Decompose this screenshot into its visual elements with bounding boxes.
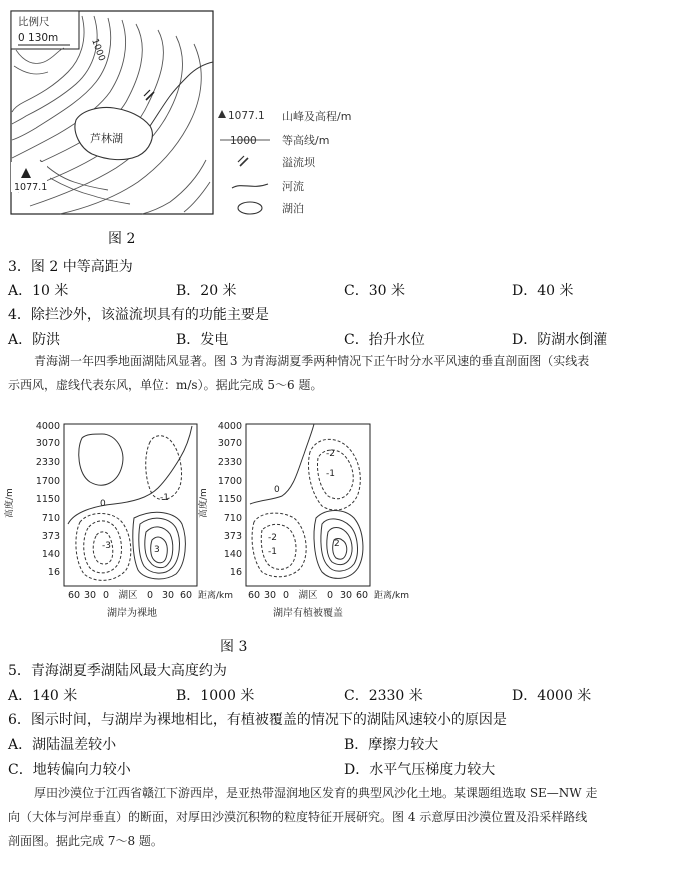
figure-2-legend — [212, 104, 382, 219]
y-tick-3: 1700 — [35, 476, 60, 487]
y-tick-4: 1150 — [35, 494, 60, 505]
q6-option-b[interactable]: B．摩擦力较大 — [344, 737, 439, 753]
x-tick-left-5: 30 — [161, 590, 175, 601]
x-tick-right-6: 60 — [355, 590, 369, 601]
q3-option-a[interactable]: A．10 米 — [8, 283, 69, 299]
q3-stem: 3．图 2 中等高距为 — [8, 259, 133, 275]
intro-5-6-line2: 示西风，虚线代表东风，单位：m/s）。据此完成 5～6 题。 — [8, 378, 323, 392]
left-contour-label-3: 3 — [154, 545, 160, 555]
legend-contour-value: 1000 — [230, 135, 257, 147]
figure-3 — [4, 414, 414, 626]
figure-2-map — [10, 10, 215, 216]
lake-label: 芦林湖 — [90, 132, 123, 145]
q4-option-c[interactable]: C．抬升水位 — [344, 332, 425, 348]
y-tick-1: 3070 — [35, 438, 60, 449]
q6-option-c[interactable]: C．地转偏向力较小 — [8, 762, 131, 778]
legend-river-icon — [232, 184, 268, 188]
x-tick-right-2: 0 — [282, 590, 290, 601]
x-tick-left-1: 30 — [83, 590, 97, 601]
q3-option-b[interactable]: B．20 米 — [176, 283, 237, 299]
y-tick-0: 4000 — [35, 421, 60, 432]
y-tick-r-0: 4000 — [217, 421, 242, 432]
intro-7-8-line1: 厚田沙漠位于江西省赣江下游西岸，是亚热带湿润地区发育的典型风沙化土地。某课题组选取 SE—NW 走 — [34, 786, 598, 800]
y-tick-5: 710 — [41, 513, 60, 524]
legend-label-dam: 溢流坝 — [282, 156, 315, 169]
q5-option-b[interactable]: B．1000 米 — [176, 688, 255, 704]
y-tick-2: 2330 — [35, 457, 60, 468]
x-unit-left: 距离/km — [198, 591, 234, 601]
x-tick-left-4: 0 — [146, 590, 154, 601]
q6-option-a[interactable]: A．湖陆温差较小 — [8, 737, 117, 753]
x-tick-left-2: 0 — [102, 590, 110, 601]
y-tick-r-1: 3070 — [217, 438, 242, 449]
right-contour-label-neg1: -1 — [326, 469, 335, 479]
y-axis-label-left: 高度/m — [5, 488, 15, 518]
x-tick-right-0: 60 — [247, 590, 261, 601]
right-contour-label-0: 0 — [274, 485, 280, 495]
x-tick-right-4: 0 — [326, 590, 334, 601]
y-tick-6: 373 — [41, 531, 60, 542]
scale-title: 比例尺 — [18, 16, 50, 28]
q6-option-d[interactable]: D．水平气压梯度力较大 — [344, 762, 496, 778]
right-contour-label-neg2: -2 — [326, 449, 335, 459]
x-unit-right: 距离/km — [374, 591, 410, 601]
q6-stem: 6．图示时间，与湖岸为裸地相比，有植被覆盖的情况下的湖陆风速较小的原因是 — [8, 712, 507, 728]
q3-option-d[interactable]: D．40 米 — [512, 283, 574, 299]
right-contour-label-neg1b: -1 — [268, 547, 277, 557]
q4-option-b[interactable]: B．发电 — [176, 332, 229, 348]
legend-label-lake: 湖泊 — [282, 202, 304, 215]
legend-label-peak: 山峰及高程/m — [282, 110, 352, 123]
x-tick-right-5: 30 — [339, 590, 353, 601]
y-axis-label-right: 高度/m — [199, 488, 209, 518]
q4-option-d[interactable]: D．防湖水倒灌 — [512, 332, 608, 348]
intro-7-8-line2: 向（大体与河岸垂直）的断面，对厚田沙漠沉积物的粒度特征开展研究。图 4 示意厚田沙漠位置及沿采样路线 — [8, 810, 588, 824]
left-contour-label-neg1: -1 — [160, 493, 169, 503]
legend-peak-icon — [218, 110, 226, 118]
y-tick-r-3: 1700 — [217, 476, 242, 487]
peak-label: 1077.1 — [14, 182, 48, 193]
intro-7-8-line3: 剖面图。据此完成 7～8 题。 — [8, 834, 163, 848]
scale-value: 0 130m — [18, 32, 59, 44]
legend-label-contour: 等高线/m — [282, 134, 330, 147]
legend-peak-value: 1077.1 — [228, 110, 265, 122]
y-tick-r-2: 2330 — [217, 457, 242, 468]
fig3-subtitle-right: 湖岸有植被覆盖 — [273, 608, 343, 619]
fig3-subtitle-left: 湖岸为裸地 — [107, 608, 157, 619]
x-tick-right-3: 湖区 — [298, 590, 318, 601]
q3-option-c[interactable]: C．30 米 — [344, 283, 405, 299]
x-tick-left-3: 湖区 — [118, 590, 138, 601]
y-tick-r-6: 373 — [223, 531, 242, 542]
q5-stem: 5．青海湖夏季湖陆风最大高度约为 — [8, 663, 227, 679]
figure-3-caption: 图 3 — [220, 639, 248, 655]
y-tick-7: 140 — [41, 549, 60, 560]
q5-option-c[interactable]: C．2330 米 — [344, 688, 423, 704]
intro-5-6-line1: 青海湖一年四季地面湖陆风显著。图 3 为青海湖夏季两种情况下正午时分水平风速的垂直剖面图（实线表 — [34, 354, 590, 368]
y-tick-r-4: 1150 — [217, 494, 242, 505]
x-tick-left-6: 60 — [179, 590, 193, 601]
q5-option-a[interactable]: A．140 米 — [8, 688, 78, 704]
y-tick-r-7: 140 — [223, 549, 242, 560]
right-contour-label-2: 2 — [334, 539, 340, 549]
y-tick-8: 16 — [47, 567, 60, 578]
left-contour-label-0: 0 — [100, 499, 106, 509]
x-tick-left-0: 60 — [67, 590, 81, 601]
figure-2-caption: 图 2 — [108, 231, 136, 247]
q5-option-d[interactable]: D．4000 米 — [512, 688, 592, 704]
contour-label-1000: 1000 — [89, 37, 107, 63]
y-tick-r-5: 710 — [223, 513, 242, 524]
x-tick-right-1: 30 — [263, 590, 277, 601]
y-tick-r-8: 16 — [229, 567, 242, 578]
right-contour-label-neg2b: -2 — [268, 533, 277, 543]
legend-label-river: 河流 — [282, 180, 304, 193]
left-contour-label-neg3: -3 — [102, 541, 111, 551]
q4-option-a[interactable]: A．防洪 — [8, 332, 61, 348]
legend-lake-icon — [238, 202, 262, 214]
q4-stem: 4．除拦沙外，该溢流坝具有的功能主要是 — [8, 307, 269, 323]
legend-dam-icon — [238, 156, 248, 166]
